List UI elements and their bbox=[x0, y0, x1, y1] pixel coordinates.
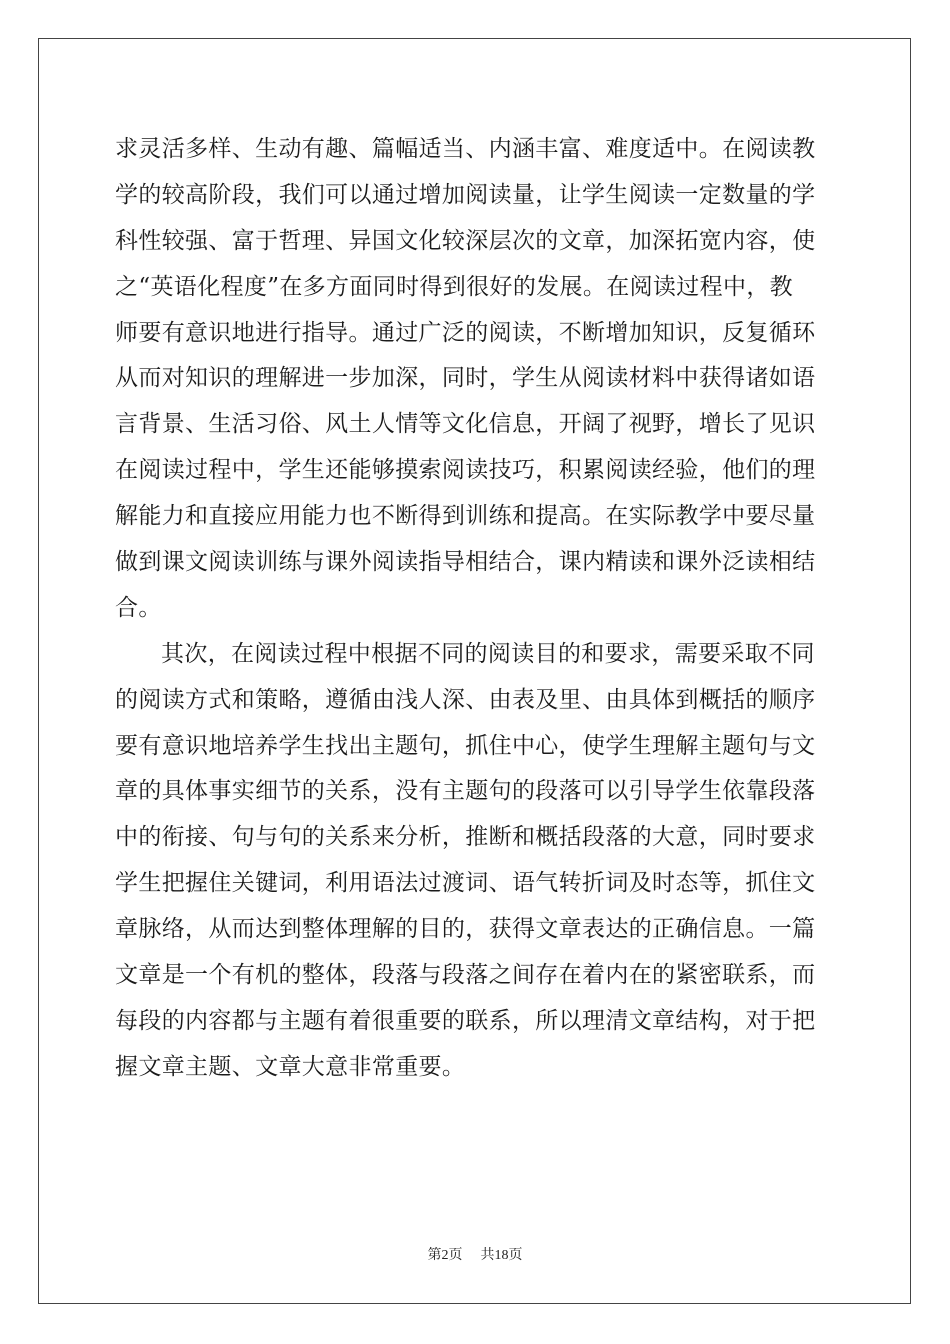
text-line: 其次，在阅读过程中根据不同的阅读目的和要求，需要采取不同 bbox=[161, 640, 815, 667]
text-line: 科性较强、富于哲理、异国文化较深层次的文章，加深拓宽内容，使 bbox=[115, 227, 816, 254]
text-line: 每段的内容都与主题有着很重要的联系，所以理清文章结构，对于把 bbox=[115, 1007, 816, 1034]
text-line: 合。 bbox=[115, 594, 162, 621]
text-line: 之“英语化程度”在多方面同时得到很好的发展。在阅读过程中，教 bbox=[115, 273, 794, 300]
text-line: 言背景、生活习俗、风土人情等文化信息，开阔了视野，增长了见识 bbox=[115, 411, 816, 438]
text-line: 学生把握住关键词，利用语法过渡词、语气转折词及时态等，抓住文 bbox=[115, 870, 816, 897]
text-line: 中的衔接、句与句的关系来分析，推断和概括段落的大意，同时要求 bbox=[115, 824, 816, 851]
total-pages: 共18页 bbox=[480, 1248, 523, 1263]
paragraph-2 bbox=[115, 632, 835, 1091]
text-line: 从而对知识的理解进一步加深，同时，学生从阅读材料中获得诸如语 bbox=[115, 365, 816, 392]
text-line: 学的较高阶段，我们可以通过增加阅读量，让学生阅读一定数量的学 bbox=[115, 181, 816, 208]
text-line: 文章是一个有机的整体，段落与段落之间存在着内在的紧密联系，而 bbox=[115, 962, 816, 989]
text-line: 师要有意识地进行指导。通过广泛的阅读，不断增加知识，反复循环 bbox=[115, 319, 816, 346]
text-line: 解能力和直接应用能力也不断得到训练和提高。在实际教学中要尽量 bbox=[115, 503, 816, 530]
paragraph-1 bbox=[115, 127, 835, 632]
document-body bbox=[115, 127, 835, 1091]
text-line: 握文章主题、文章大意非常重要。 bbox=[115, 1053, 466, 1080]
text-line: 求灵活多样、生动有趣、篇幅适当、内涵丰富、难度适中。在阅读教 bbox=[115, 136, 816, 162]
page-number: 第2页 bbox=[427, 1248, 463, 1263]
text-line: 章脉络，从而达到整体理解的目的，获得文章表达的正确信息。一篇 bbox=[115, 916, 816, 943]
page-footer bbox=[0, 1244, 950, 1264]
text-line: 章的具体事实细节的关系，没有主题句的段落可以引导学生依靠段落 bbox=[115, 778, 816, 805]
text-line: 在阅读过程中，学生还能够摸索阅读技巧，积累阅读经验，他们的理 bbox=[115, 457, 816, 484]
text-line: 的阅读方式和策略，遵循由浅人深、由表及里、由具体到概括的顺序 bbox=[115, 686, 816, 713]
text-line: 要有意识地培养学生找出主题句，抓住中心，使学生理解主题句与文 bbox=[115, 732, 816, 759]
text-line: 做到课文阅读训练与课外阅读指导相结合，课内精读和课外泛读相结 bbox=[115, 549, 816, 576]
